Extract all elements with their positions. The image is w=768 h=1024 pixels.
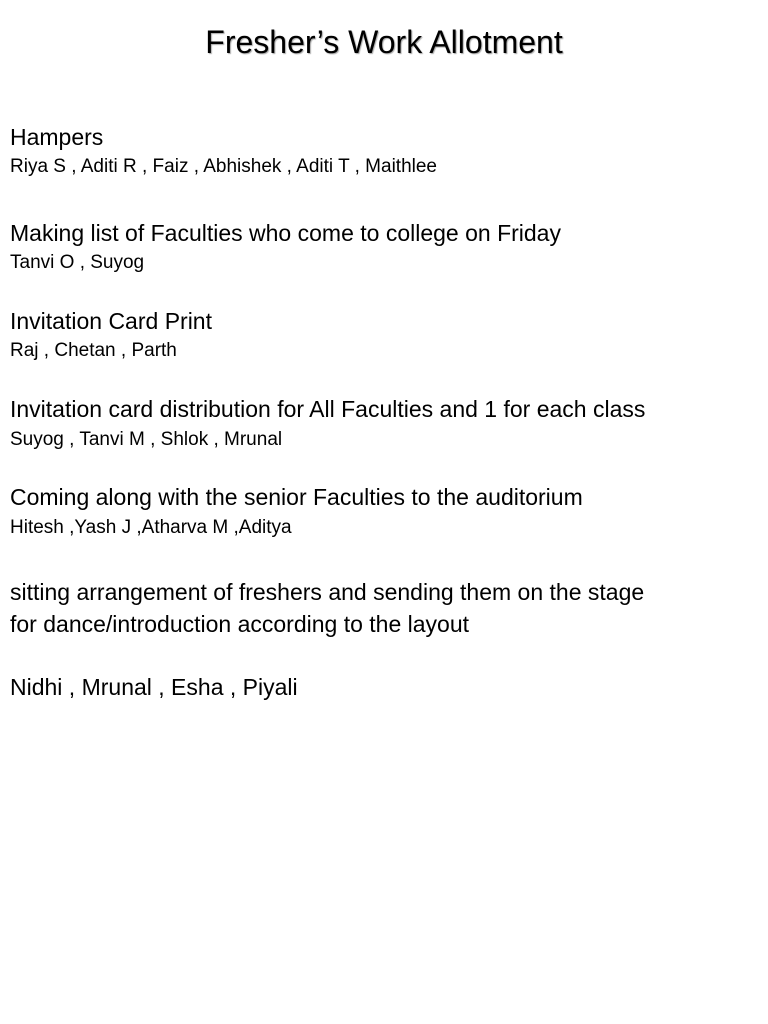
task-heading-faculty-list: Making list of Faculties who come to college on Friday bbox=[10, 220, 561, 246]
task-names-card-print: Raj , Chetan , Parth bbox=[10, 340, 177, 361]
task-names-auditorium-escort: Hitesh ,Yash J ,Atharva M ,Aditya bbox=[10, 517, 292, 538]
task-names-card-distribution: Suyog , Tanvi M , Shlok , Mrunal bbox=[10, 429, 283, 450]
task-names-hampers: Riya S , Aditi R , Faiz , Abhishek , Aditi T , Maithlee bbox=[10, 156, 437, 177]
task-heading-seating-line-1: sitting arrangement of freshers and sending them on the stage bbox=[10, 579, 645, 605]
task-heading-seating-line-2: for dance/introduction according to the layout bbox=[10, 611, 470, 637]
task-heading-card-distribution: Invitation card distribution for All Faculties and 1 for each class bbox=[10, 396, 646, 422]
task-heading-hampers: Hampers bbox=[10, 124, 104, 150]
task-heading-card-print: Invitation Card Print bbox=[10, 308, 212, 334]
task-names-seating: Nidhi , Mrunal , Esha , Piyali bbox=[10, 674, 298, 700]
task-heading-auditorium-escort: Coming along with the senior Faculties to the auditorium bbox=[10, 484, 583, 510]
page-title: Fresher’s Work Allotment bbox=[205, 24, 563, 60]
task-names-faculty-list: Tanvi O , Suyog bbox=[10, 252, 145, 273]
